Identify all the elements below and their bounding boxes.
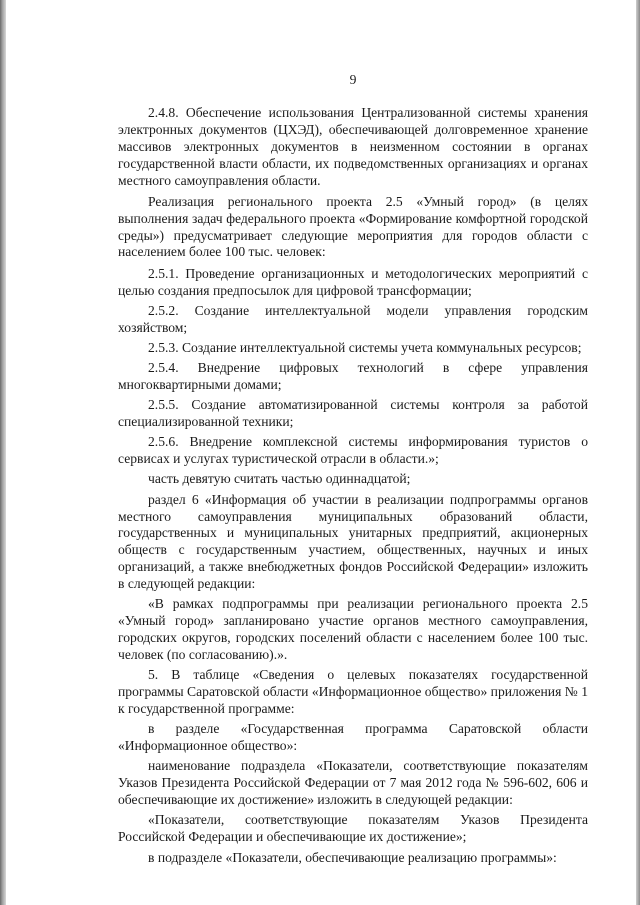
paragraph: 2.5.4. Внедрение цифровых технологий в сфере управления многоквартирными домами; [118, 360, 588, 392]
document-page [118, 72, 588, 866]
paragraph: «В рамках подпрограммы при реализации регионального проекта 2.5 «Умный город» запланировано участие органов местного самоуправления, городских округов, городских поселений области с населением более 100 тыс. человек (по согласованию).». [118, 596, 588, 663]
paragraph: наименование подраздела «Показатели, соответствующие показателям Указов Президента Российской Федерации от 7 мая 2012 года № 596-602, 606 и обеспечивающие их достижение» изложить в следующей редакции: [118, 758, 588, 808]
paragraph: раздел 6 «Информация об участии в реализации подпрограммы органов местного самоуправления муниципальных образований области, государственных и муниципальных унитарных предприятий, акционерных обществ с государственным участием, общественных, научных и иных организаций, а также внебюджетных фондов Российской Федерации» изложить в следующей редакции: [118, 491, 588, 592]
paragraph: 2.5.2. Создание интеллектуальной модели управления городским хозяйством; [118, 302, 588, 335]
paragraph: 2.5.1. Проведение организационных и методологических мероприятий с целью создания предпосылок для цифровой трансформации; [118, 265, 588, 298]
paragraph: Реализация регионального проекта 2.5 «Умный город» (в целях выполнения задач федерального проекта «Формирование комфортной городской среды») предусматривает следующие мероприятия для городов области с населением более 100 тыс. человек: [118, 193, 588, 260]
paragraph: в разделе «Государственная программа Саратовской области «Информационное общество»: [118, 721, 588, 754]
paragraph: 2.4.8. Обеспечение использования Централизованной системы хранения электронных документов (ЦХЭД), обеспечивающей долговременное хранение массивов электронных документов в неизменном состоянии в органах государственной власти области, их подведомственных организациях и органах местного самоуправления области. [118, 104, 588, 188]
paragraph: в подразделе «Показатели, обеспечивающие реализацию программы»: [148, 849, 557, 865]
page-number: 9 [349, 72, 357, 87]
scan-edge-right [636, 0, 640, 905]
scan-edge-left [0, 0, 6, 905]
paragraph: 2.5.3. Создание интеллектуальной системы учета коммунальных ресурсов; [148, 339, 582, 355]
paragraph: «Показатели, соответствующие показателям Указов Президента Российской Федерации и обеспечивающие их достижение»; [118, 812, 588, 845]
paragraph: 2.5.6. Внедрение комплексной системы информирования туристов о сервисах и услугах туристической отрасли в области.»; [118, 434, 588, 467]
paragraph: 2.5.5. Создание автоматизированной системы контроля за работой специализированной техники; [118, 397, 588, 430]
document-body [118, 105, 588, 867]
paragraph: 5. В таблице «Сведения о целевых показателях государственной программы Саратовской области «Информационное общество» приложения № 1 к государственной программе: [118, 667, 588, 717]
paragraph: часть девятую считать частью одиннадцатой; [148, 471, 411, 487]
